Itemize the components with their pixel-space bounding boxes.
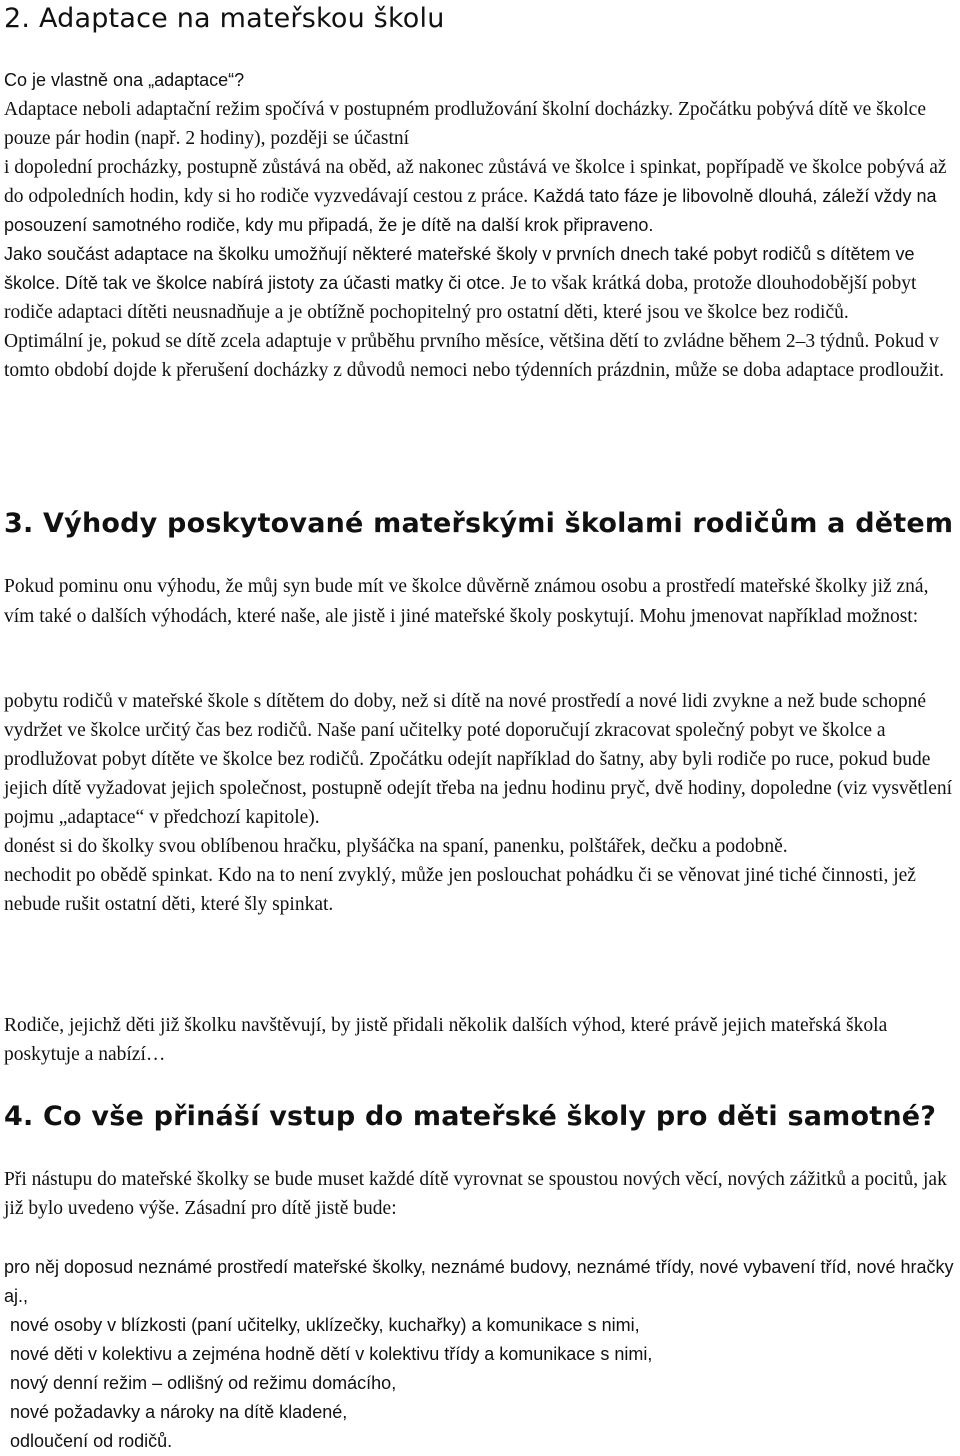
section-4-intro: Při nástupu do mateřské školky se bude muset každé dítě vyrovnat se spoustou nových věcí, nových zážitků a pocitů, jak již bylo uvedeno výše. Zásadní pro dítě jistě bude: — [4, 1169, 947, 1219]
question-line: Co je vlastně ona „adaptace“? — [4, 70, 245, 90]
section-3-list — [4, 687, 956, 919]
text-span: Pokud v tomto období dojde k přerušení docházky z důvodů nemoci nebo týdenních prázdnin, může se doba adaptace prodloužit. — [4, 331, 945, 381]
text-span: Každá tato fáze je libovolně dlouhá, záleží vždy na posouzení samotného rodiče, kdy mu připadá, že je dítě na další krok připraveno. — [4, 186, 937, 235]
list-item: nechodit po obědě spinkat. Kdo na to není zvyklý, může jen poslouchat pohádku či se věnovat jiné tiché činnosti, jež nebude rušit ostatní děti, které šly spinkat. — [4, 865, 916, 915]
list-item: nové požadavky a nároky na dítě kladené, — [10, 1402, 348, 1422]
section-3-closing: Rodiče, jejichž děti již školku navštěvují, by jistě přidali několik dalších výhod, které právě jejich mateřská škola poskytuje a nabízí… — [4, 1015, 888, 1065]
list-item: nové osoby v blízkosti (paní učitelky, uklízečky, kuchařky) a komunikace s nimi, — [10, 1315, 640, 1335]
paragraph-adaptation — [4, 95, 956, 240]
section-4-list — [4, 1253, 956, 1456]
text-span: Je to však krátká doba, protože dlouhodobější pobyt rodiče adaptaci dítěti neusnadňuje a je obtížně pochopitelný pro ostatní děti, které jsou ve školce bez rodičů. — [4, 273, 917, 323]
list-item: pobytu rodičů v mateřské škole s dítětem do doby, než si dítě na nové prostředí a nové lidi zvykne a než bude schopné vydržet ve školce určitý čas bez rodičů. Naše paní učitelky poté doporučují zkracovat společný pobyt ve školce a prodlužovat pobyt dítěte ve školce bez rodičů. Zpočátku odejít například do šatny, aby byli rodiče po ruce, pokud bude jejich dítě vyžadovat jejich společnost, postupně odejít třeba na jednu hodinu pryč, dvě hodiny, dopoledne (viz vysvětlení pojmu „adaptace“ v předchozí kapitole). — [4, 691, 953, 828]
text-span: Adaptace neboli adaptační režim spočívá v postupném prodlužování školní docházky. Zpočátku pobývá dítě ve školce pouze pár hodin (např. 2 hodiny), později se účastní — [4, 99, 926, 149]
section-3-heading: 3. Výhody poskytované mateřskými školami rodičům a dětem — [4, 508, 954, 539]
list-item: odloučení od rodičů. — [10, 1431, 173, 1451]
section-3-intro: Pokud pominu onu výhodu, že můj syn bude mít ve školce důvěrně známou osobu a prostředí mateřské školky již zná, vím také o dalších výhodách, které naše, ale jistě i jiné mateřské školy poskytují. Mohu jmenovat například možnost: — [4, 576, 929, 627]
paragraph-parents-stay — [4, 240, 956, 327]
list-item: donést si do školky svou oblíbenou hračku, plyšáčka na spaní, panenku, polštářek, dečku a podobně. — [4, 836, 788, 857]
text-span: Dítě tak ve školce nabírá jistoty za účasti matky či otce. — [65, 273, 506, 293]
section-4-heading: 4. Co vše přináší vstup do mateřské školy pro děti samotné? — [4, 1101, 937, 1132]
text-span: i dopolední procházky, postupně zůstává na oběd, až nakonec zůstává ve školce i spinkat, popřípadě ve školce pobývá až do odpoledních hodin, kdy si ho rodiče vyzvedávají cestou z práce. — [4, 157, 947, 207]
section-2-body — [4, 66, 956, 385]
text-span: Optimální je, pokud se dítě zcela adaptuje v průběhu prvního měsíce, většina dětí to zvládne během 2–3 týdnů. — [4, 331, 870, 352]
list-item: nové děti v kolektivu a zejména hodně dětí v kolektivu třídy a komunikace s nimi, — [10, 1344, 653, 1364]
list-item: nový denní režim – odlišný od režimu domácího, — [10, 1373, 397, 1393]
list-item: pro něj doposud neznámé prostředí mateřské školky, neznámé budovy, neznámé třídy, nové vybavení tříd, nové hračky aj., — [4, 1257, 954, 1306]
paragraph-optimal — [4, 327, 956, 385]
text-span: Jako součást adaptace na školku umožňují některé mateřské školy v prvních dnech také pobyt rodičů s dítětem ve školce. — [4, 244, 915, 293]
section-2-heading: 2. Adaptace na mateřskou školu — [4, 3, 445, 34]
